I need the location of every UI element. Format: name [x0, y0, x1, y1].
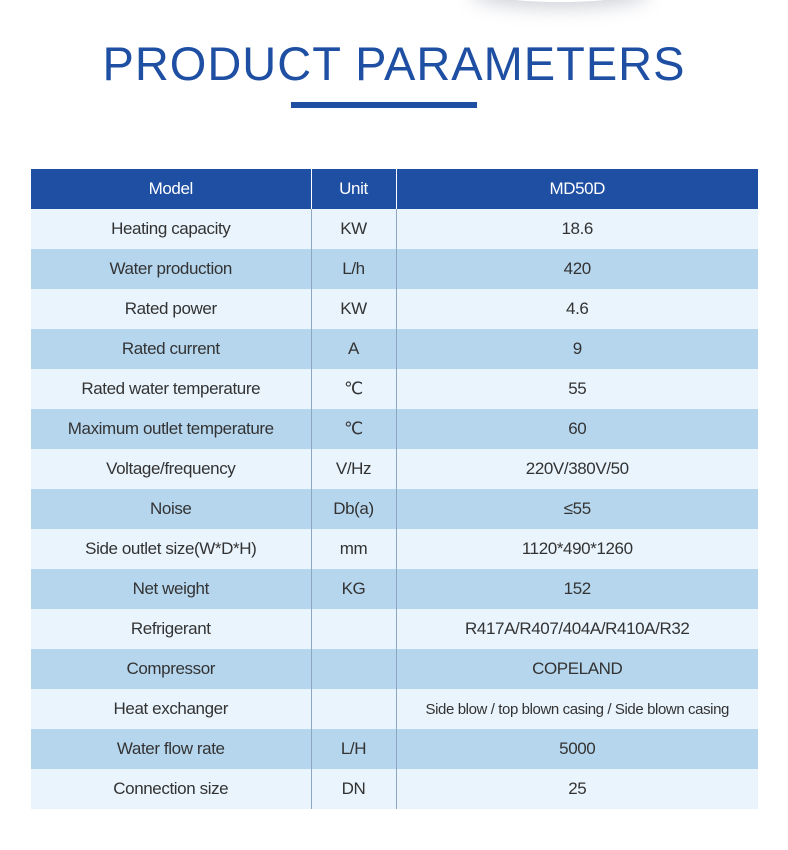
table-header-row	[31, 169, 758, 209]
param-name: Rated power	[31, 289, 311, 329]
table-row	[31, 209, 758, 249]
table-row	[31, 609, 758, 649]
param-name: Refrigerant	[31, 609, 311, 649]
param-value: 9	[396, 329, 758, 369]
header-unit: Unit	[311, 169, 396, 209]
param-name: Connection size	[31, 769, 311, 809]
param-name: Voltage/frequency	[31, 449, 311, 489]
param-unit: KW	[311, 209, 396, 249]
table-row	[31, 489, 758, 529]
param-name: Maximum outlet temperature	[31, 409, 311, 449]
table-row	[31, 769, 758, 809]
decorative-glow	[470, 0, 650, 2]
param-unit: Db(a)	[311, 489, 396, 529]
page-title: PRODUCT PARAMETERS	[102, 37, 686, 90]
param-unit	[311, 689, 396, 729]
param-name: Compressor	[31, 649, 311, 689]
param-name: Noise	[31, 489, 311, 529]
table-row	[31, 529, 758, 569]
param-unit: L/H	[311, 729, 396, 769]
param-value: 55	[396, 369, 758, 409]
param-unit: L/h	[311, 249, 396, 289]
table-row	[31, 569, 758, 609]
param-unit: V/Hz	[311, 449, 396, 489]
param-value: R417A/R407/404A/R410A/R32	[396, 609, 758, 649]
table-row	[31, 449, 758, 489]
table-row	[31, 649, 758, 689]
param-unit: KG	[311, 569, 396, 609]
param-unit: DN	[311, 769, 396, 809]
param-value: Side blow / top blown casing / Side blown casing	[396, 689, 758, 729]
param-value: 60	[396, 409, 758, 449]
param-unit	[311, 609, 396, 649]
param-name: Side outlet size(W*D*H)	[31, 529, 311, 569]
param-value: 152	[396, 569, 758, 609]
param-name: Heat exchanger	[31, 689, 311, 729]
param-value: 1120*490*1260	[396, 529, 758, 569]
table-row	[31, 409, 758, 449]
header-model: Model	[31, 169, 311, 209]
table-row	[31, 249, 758, 289]
param-unit: A	[311, 329, 396, 369]
title-underline	[291, 102, 477, 108]
param-name: Heating capacity	[31, 209, 311, 249]
table-row	[31, 369, 758, 409]
header-model-value: MD50D	[396, 169, 758, 209]
param-value: 5000	[396, 729, 758, 769]
param-unit: ℃	[311, 409, 396, 449]
param-name: Net weight	[31, 569, 311, 609]
param-unit: ℃	[311, 369, 396, 409]
param-value: COPELAND	[396, 649, 758, 689]
table-row	[31, 729, 758, 769]
param-value: 4.6	[396, 289, 758, 329]
param-name: Water production	[31, 249, 311, 289]
table-row	[31, 689, 758, 729]
param-name: Water flow rate	[31, 729, 311, 769]
param-name: Rated water temperature	[31, 369, 311, 409]
param-unit: KW	[311, 289, 396, 329]
param-value: ≤55	[396, 489, 758, 529]
table-row	[31, 289, 758, 329]
param-value: 25	[396, 769, 758, 809]
parameters-table	[31, 169, 758, 809]
param-unit	[311, 649, 396, 689]
param-value: 220V/380V/50	[396, 449, 758, 489]
param-unit: mm	[311, 529, 396, 569]
param-name: Rated current	[31, 329, 311, 369]
table-row	[31, 329, 758, 369]
param-value: 18.6	[396, 209, 758, 249]
param-value: 420	[396, 249, 758, 289]
